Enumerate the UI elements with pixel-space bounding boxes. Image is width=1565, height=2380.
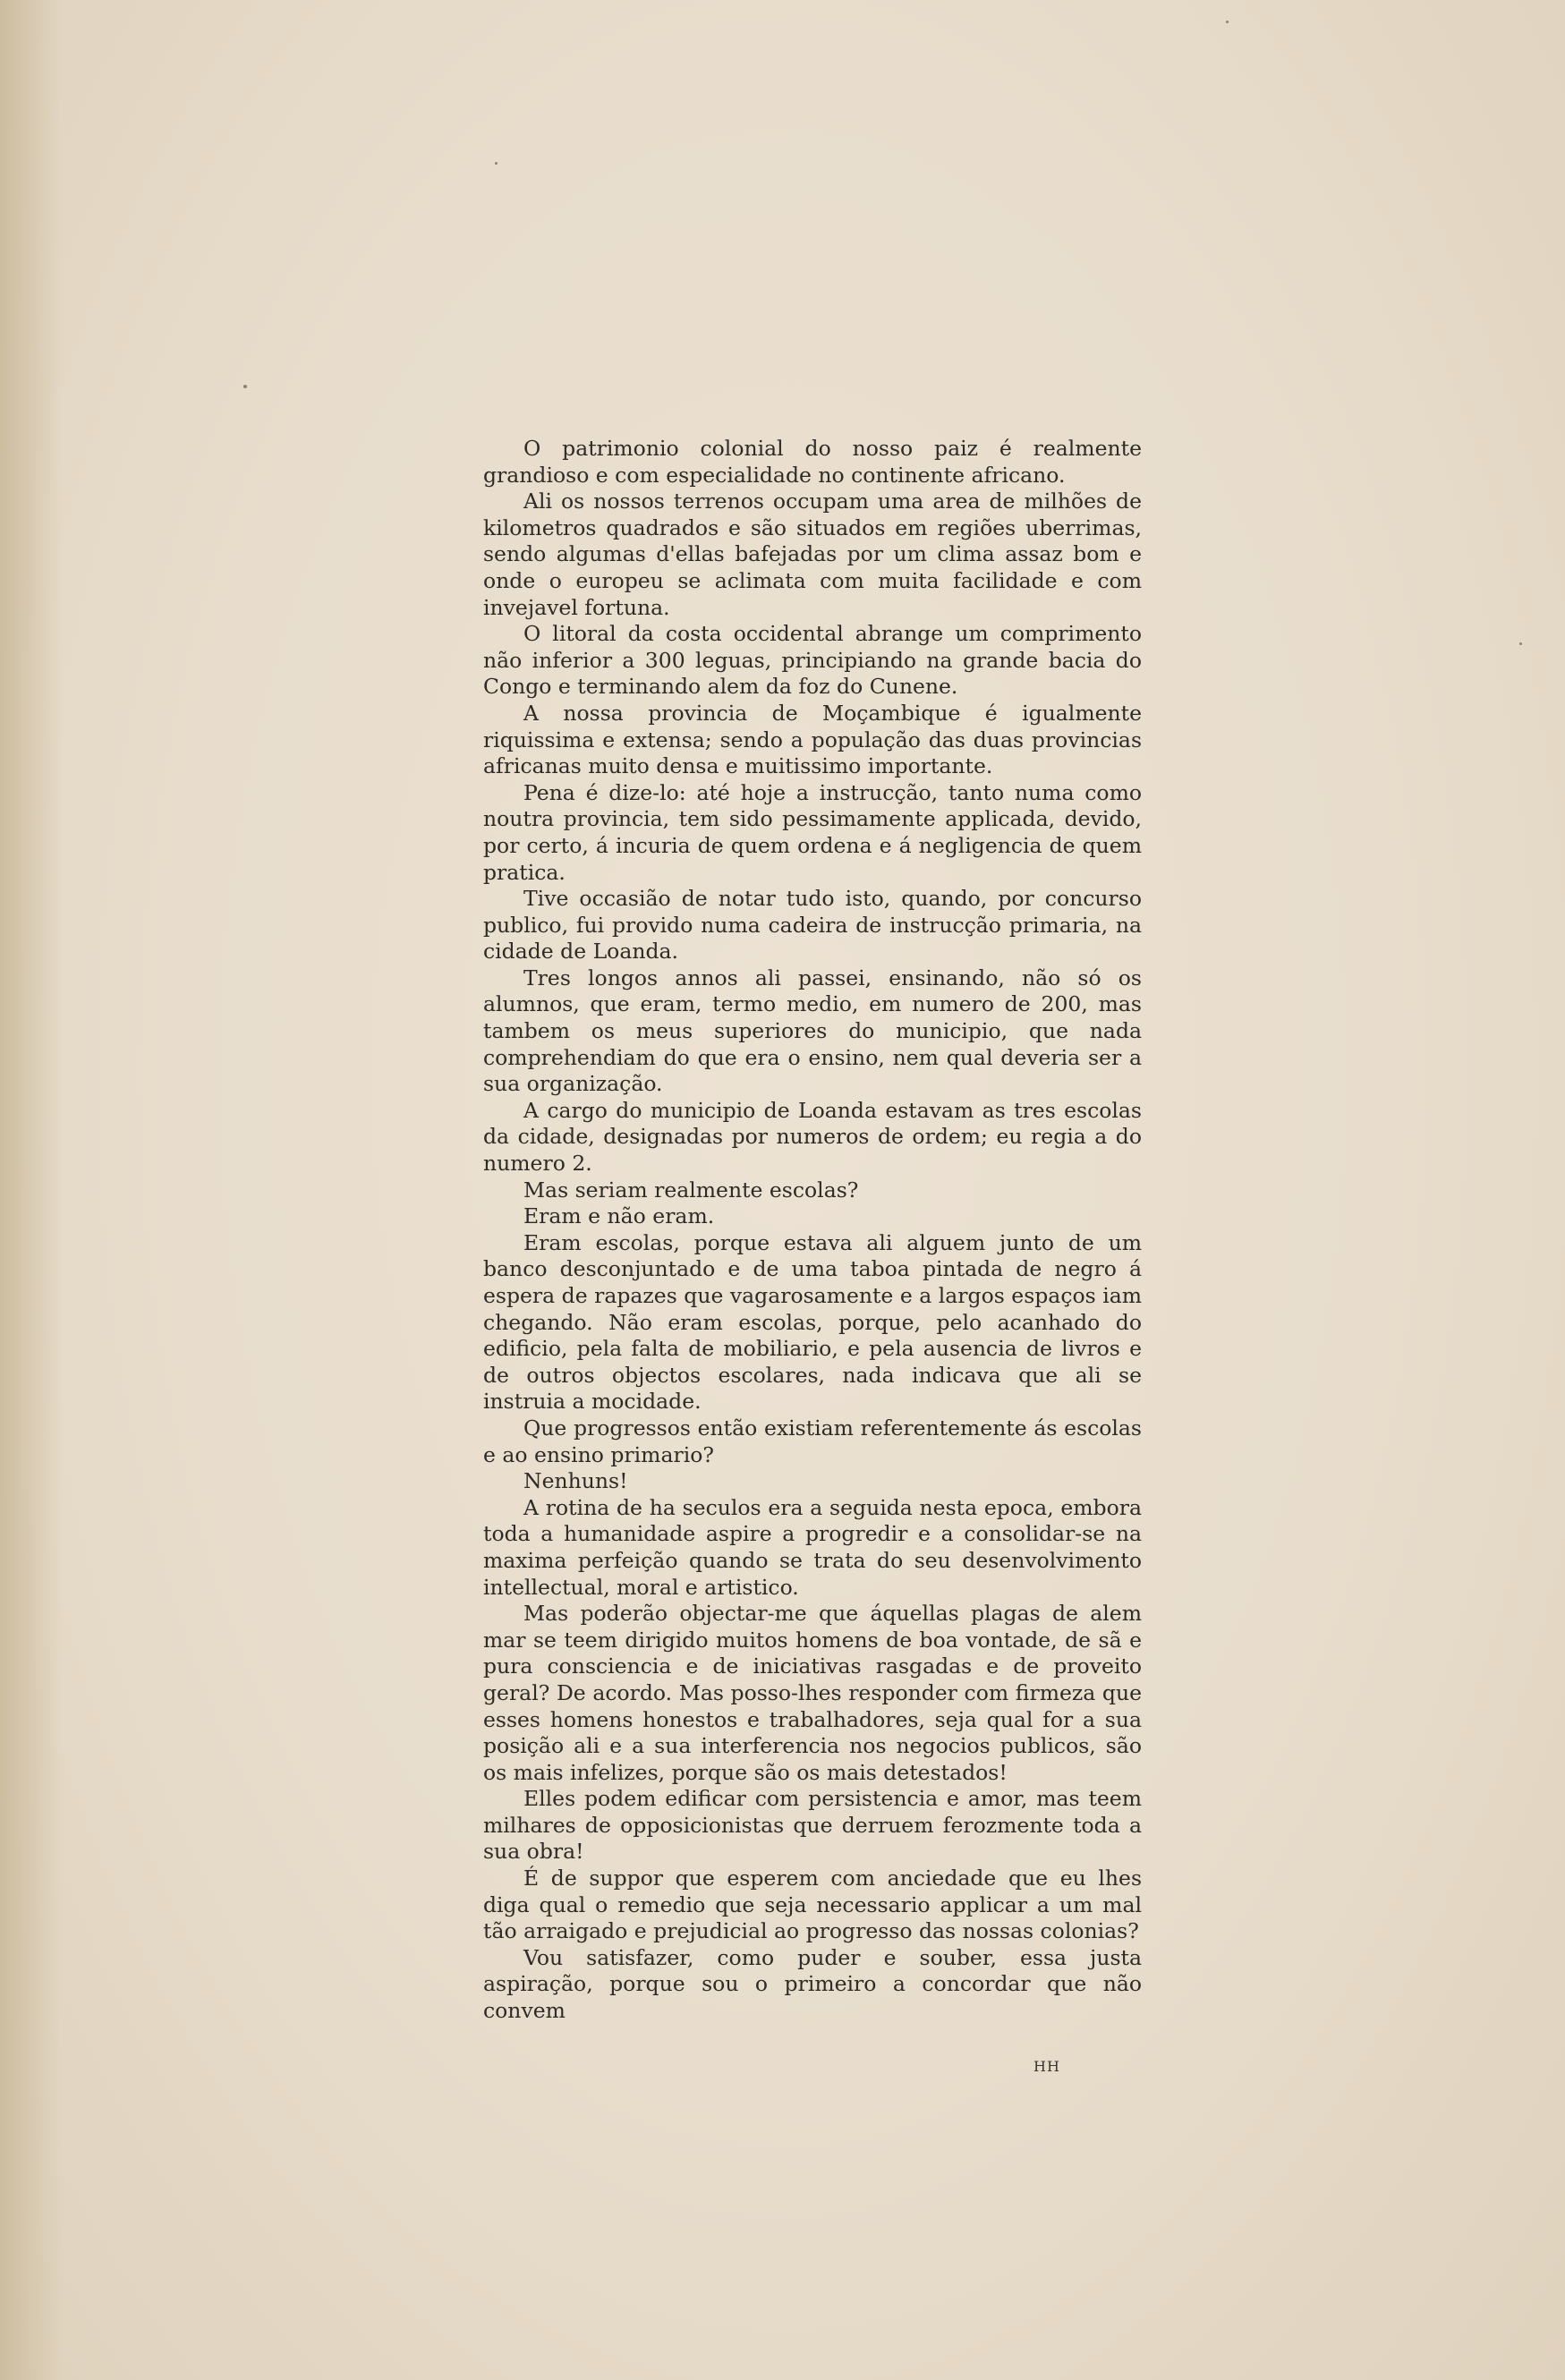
paragraph: É de suppor que esperem com anciedade que eu lhes diga qual o remedio que seja necessario applicar a um mal tão arraigado e prejudicial ao progresso das nossas colonias? <box>483 1866 1142 1944</box>
paragraph: Eram escolas, porque estava ali alguem junto de um banco desconjuntado e de uma taboa pintada de negro á espera de rapazes que vagarosamente e a largos espaços iam chegando. Não eram escolas, porque, pelo acanhado do edificio, pela falta de mobiliario, e pela ausencia de livros e de outros objectos escolares, nada indicava que ali se instruia a mocidade. <box>483 1229 1142 1415</box>
ink-speck <box>1519 642 1522 645</box>
paragraph: Que progressos então existiam referentemente ás escolas e ao ensino primario? <box>483 1415 1142 1467</box>
paragraph: Vou satisfazer, como puder e souber, essa justa aspiração, porque sou o primeiro a concordar que não convem <box>483 1944 1142 2024</box>
paragraph: O litoral da costa occidental abrange um comprimento não inferior a 300 leguas, principiando na grande bacia do Congo e terminando alem da foz do Cunene. <box>483 621 1142 700</box>
paragraph: Mas seriam realmente escolas? <box>523 1177 859 1203</box>
paragraph: Tres longos annos ali passei, ensinando, não só os alumnos, que eram, termo medio, em numero de 200, mas tambem os meus superiores do municipio, que nada comprehendiam do que era o ensino, nem qual deveria ser a sua organização. <box>483 965 1142 1097</box>
paragraph: Pena é dize-lo: até hoje a instrucção, tanto numa como noutra provincia, tem sido pessimamente applicada, devido, por certo, á incuria de quem ordena e á negligencia de quem pratica. <box>483 779 1142 885</box>
paragraph: Elles podem edificar com persistencia e amor, mas teem milhares de opposicionistas que derruem ferozmente toda a sua obra! <box>483 1786 1142 1865</box>
ink-speck <box>1226 21 1229 23</box>
body-text <box>483 436 1142 2025</box>
ink-speck <box>243 385 247 388</box>
signature-mark: HH <box>1033 2058 1060 2075</box>
paragraph: Ali os nossos terrenos occupam uma area de milhões de kilometros quadrados e são situados em regiões uberrimas, sendo algumas d'ellas bafejadas por um clima assaz bom e onde o europeu se aclimata com muita facilidade e com invejavel fortuna. <box>483 489 1142 620</box>
paragraph: A rotina de ha seculos era a seguida nesta epoca, embora toda a humanidade aspire a progredir e a consolidar-se na maxima perfeição quando se trata do seu desenvolvimento intellectual, moral e artistico. <box>483 1494 1142 1600</box>
paragraph: Nenhuns! <box>523 1468 628 1494</box>
paragraph: Tive occasião de notar tudo isto, quando, por concurso publico, fui provido numa cadeira de instrucção primaria, na cidade de Loanda. <box>483 886 1142 965</box>
paragraph: A nossa provincia de Moçambique é igualmente riquissima e extensa; sendo a população das duas provincias africanas muito densa e muitissimo importante. <box>483 700 1142 779</box>
paragraph: Mas poderão objectar-me que áquellas plagas de alem mar se teem dirigido muitos homens de boa vontade, de sã e pura consciencia e de iniciativas rasgadas e de proveito geral? De acordo. Mas posso-lhes responder com firmeza que esses homens honestos e trabalhadores, seja qual for a sua posição ali e a sua interferencia nos negocios publicos, são os mais infelizes, porque são os mais detestados! <box>483 1601 1142 1785</box>
ink-speck <box>495 162 498 165</box>
paragraph: O patrimonio colonial do nosso paiz é realmente grandioso e com especialidade no continente africano. <box>483 436 1142 488</box>
paragraph: A cargo do municipio de Loanda estavam as tres escolas da cidade, designadas por numeros de ordem; eu regia a do numero 2. <box>483 1097 1142 1177</box>
page-edge-shadow <box>0 0 63 2380</box>
paragraph: Eram e não eram. <box>523 1203 715 1229</box>
